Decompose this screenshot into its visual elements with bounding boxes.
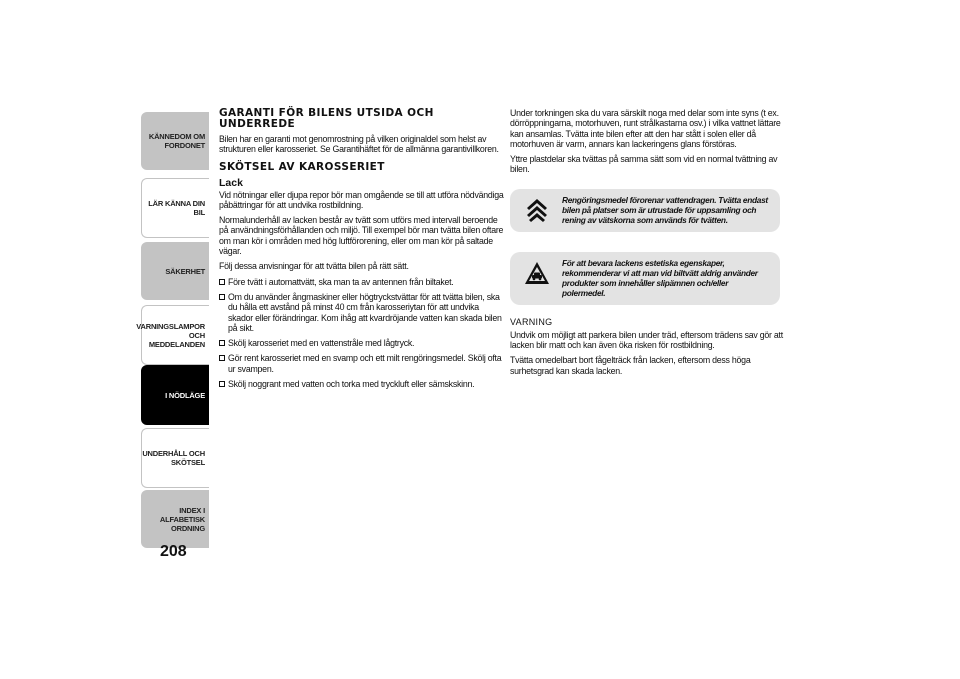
- sidebar-tab-label: UNDERHÅLL OCH SKÖTSEL: [142, 449, 205, 467]
- sidebar-tab-i-nodlage[interactable]: [141, 365, 209, 425]
- note-text: Rengöringsmedel förorenar vattendragen. Tvätta endast bilen på platser som är utrustade för uppsamling och rening av vätskorna som används för tvätten.: [562, 194, 768, 225]
- paragraph: Yttre plastdelar ska tvättas på samma sätt som vid en normal tvättning av bilen.: [510, 154, 778, 175]
- paragraph: Undvik om möjligt att parkera bilen under träd, eftersom trädens sav gör att lacken blir matt och kan även öka risken för rostbildning.: [510, 329, 783, 351]
- list-item: Skölj karosseriet med en vattenstråle med lågtryck.: [219, 338, 504, 348]
- sidebar-tab-index[interactable]: [141, 490, 209, 548]
- sidebar-tab-label: SÄKERHET: [165, 266, 205, 276]
- sidebar-tab-label: KÄNNEDOM OM FORDONET: [148, 132, 205, 150]
- subheading-lack: Lack: [219, 176, 243, 189]
- sidebar-tab-sakerhet[interactable]: [141, 242, 209, 300]
- list-item: Om du använder ångmaskiner eller högtryckstvättar för att tvätta bilen, ska du hålla ett avstånd på minst 40 cm från karosseriytan för att undvika skador eller förändringar. Kom ihåg att kvardröjande vatten kan skada bilen på sikt.: [219, 292, 504, 333]
- warning-label: VARNING: [510, 316, 553, 327]
- sidebar-tab-label: INDEX I ALFABETISK ORDNING: [159, 505, 205, 533]
- section-heading-garanti: GARANTI FÖR BILENS UTSIDA OCH UNDERREDE: [219, 107, 434, 130]
- paragraph: Normalunderhåll av lacken består av tvätt som utförs med intervall beroende på användningsförhållanden och miljö. Till exempel bör man tvätta bilen oftare om man kör i områden med hög luftförorening, eller om man kör på saltade vägar.: [219, 215, 504, 257]
- note-text: För att bevara lackens estetiska egenskaper, rekommenderar vi att man vid biltvätt aldrig använder produkter som innehåller slipämnen och/eller polermedel.: [562, 257, 758, 298]
- car-warning-triangle-icon: [524, 260, 550, 286]
- checkbox-bullet-icon: [219, 294, 225, 300]
- list-item: Gör rent karosseriet med en svamp och ett milt rengöringsmedel. Skölj ofta ur svampen.: [219, 353, 504, 374]
- paragraph: Följ dessa anvisningar för att tvätta bilen på rätt sätt.: [219, 261, 409, 272]
- section-heading-skotsel: SKÖTSEL AV KAROSSERIET: [219, 160, 385, 173]
- page-number: 208: [160, 543, 187, 560]
- paint-care-note: [510, 252, 780, 305]
- environment-icon: [524, 197, 550, 223]
- sidebar-tab-underhall[interactable]: [141, 428, 209, 488]
- checkbox-bullet-icon: [219, 279, 225, 285]
- sidebar-tab-varningslampor[interactable]: [136, 305, 209, 365]
- sidebar-tab-kannedom[interactable]: [141, 112, 209, 170]
- paragraph: Vid nötningar eller djupa repor bör man omgående se till att utföra nödvändiga påbättringar för att undvika rostbildning.: [219, 189, 504, 210]
- sidebar-tab-label: VARNINGSLAMPOR OCH MEDDELANDEN: [136, 321, 205, 349]
- list-item: Före tvätt i automattvätt, ska man ta av antennen från biltaket.: [219, 277, 504, 287]
- checkbox-bullet-icon: [219, 355, 225, 361]
- paragraph: Under torkningen ska du vara särskilt noga med delar som inte syns (t ex. dörröppningarna, motorhuven, runt strålkastarna osv.) i vilka vattnet lättare kan ansamlas. Tvätta inte bilen efter att den har stått i solen eller då motorhuven är varm, annars kan lackeringens glans förstöras.: [510, 108, 781, 149]
- list-item: Skölj noggrant med vatten och torka med tryckluft eller sämskskinn.: [219, 379, 504, 389]
- checkbox-bullet-icon: [219, 381, 225, 387]
- paragraph: Tvätta omedelbart bort fågelträck från lacken, eftersom dess höga surhetsgrad kan skada lacken.: [510, 355, 751, 376]
- environment-note: [510, 189, 780, 232]
- sidebar-tab-lar-kanna[interactable]: [141, 178, 209, 238]
- right-column: [510, 108, 785, 381]
- sidebar-tab-label: I NÖDLÄGE: [165, 390, 205, 400]
- checkbox-bullet-icon: [219, 340, 225, 346]
- sidebar-tab-label: LÄR KÄNNA DIN BIL: [148, 199, 205, 217]
- paragraph: Bilen har en garanti mot genomrostning på vilken originaldel som helst av strukturen eller karosseriet. Se Garantihäftet för de allmänna garantivillkoren.: [219, 134, 499, 155]
- left-column: [219, 108, 504, 394]
